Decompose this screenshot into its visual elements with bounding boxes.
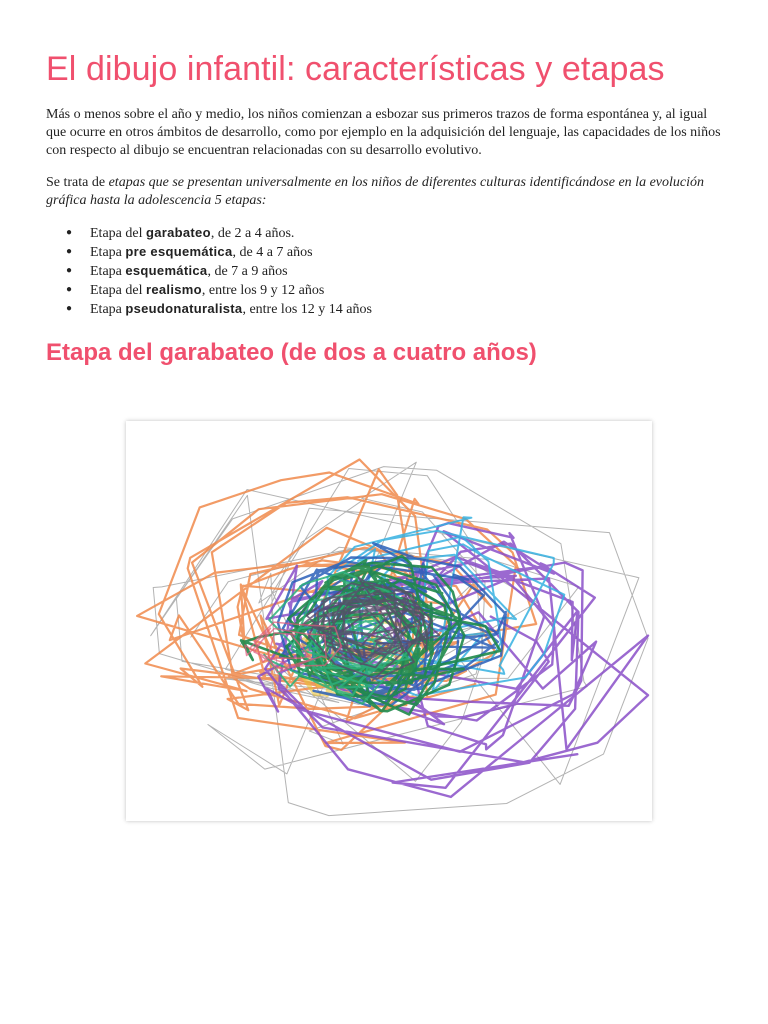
stage-item-garabateo: [66, 224, 722, 243]
stage-name: pre esquemática: [125, 244, 233, 259]
stage-prefix: Etapa del: [90, 226, 146, 241]
stage-age: , entre los 12 y 14 años: [242, 302, 372, 317]
stage-age: , de 7 a 9 años: [207, 264, 288, 279]
bullet-icon: ●: [66, 303, 73, 314]
stage-item-realismo: [66, 281, 722, 300]
stage-prefix: Etapa del: [90, 283, 146, 298]
stage-prefix: Etapa: [90, 302, 126, 317]
stage-name: realismo: [145, 282, 202, 297]
stage-name: pseudonaturalista: [125, 301, 243, 316]
stages-intro-paragraph: [46, 174, 722, 210]
scribble-drawing-image: [126, 421, 652, 821]
stage-prefix: Etapa: [90, 245, 126, 260]
stage-age: , entre los 9 y 12 años: [201, 283, 325, 298]
stage-age: , de 4 a 7 años: [232, 245, 313, 260]
stage-item-pseudonaturalista: [66, 300, 722, 319]
stage-prefix: Etapa: [90, 264, 126, 279]
stage-age: , de 2 a 4 años.: [210, 226, 295, 241]
scribble-drawing-svg: [126, 421, 652, 821]
stage-item-pre-esquematica: [66, 243, 722, 262]
stages-intro-italic: etapas que se presentan universalmente en los niños de diferentes culturas identificándose en la evolución gráfica hasta la adolescencia 5 etapas:: [46, 175, 704, 208]
intro-paragraph: Más o menos sobre el año y medio, los niños comienzan a esbozar sus primeros trazos de forma espontánea y, al igual que ocurre en otros ámbitos de desarrollo, como por ejemplo en la adquisición del lenguaje, las capacidades de los niños con respecto al dibujo se encuentran relacionadas con su desarrollo evolutivo.: [46, 107, 721, 158]
page-title: El dibujo infantil: características y etapas: [46, 50, 665, 88]
section-heading: Etapa del garabateo (de dos a cuatro años): [46, 339, 537, 366]
stage-item-esquematica: [66, 262, 722, 281]
bullet-icon: ●: [66, 265, 73, 276]
stages-intro-prefix: Se trata de: [46, 175, 109, 190]
bullet-icon: ●: [66, 246, 73, 257]
stages-list: [46, 224, 722, 319]
stage-name: esquemática: [125, 263, 208, 278]
article: [46, 46, 722, 369]
stage-name: garabateo: [145, 225, 211, 240]
bullet-icon: ●: [66, 227, 73, 238]
bullet-icon: ●: [66, 284, 73, 295]
